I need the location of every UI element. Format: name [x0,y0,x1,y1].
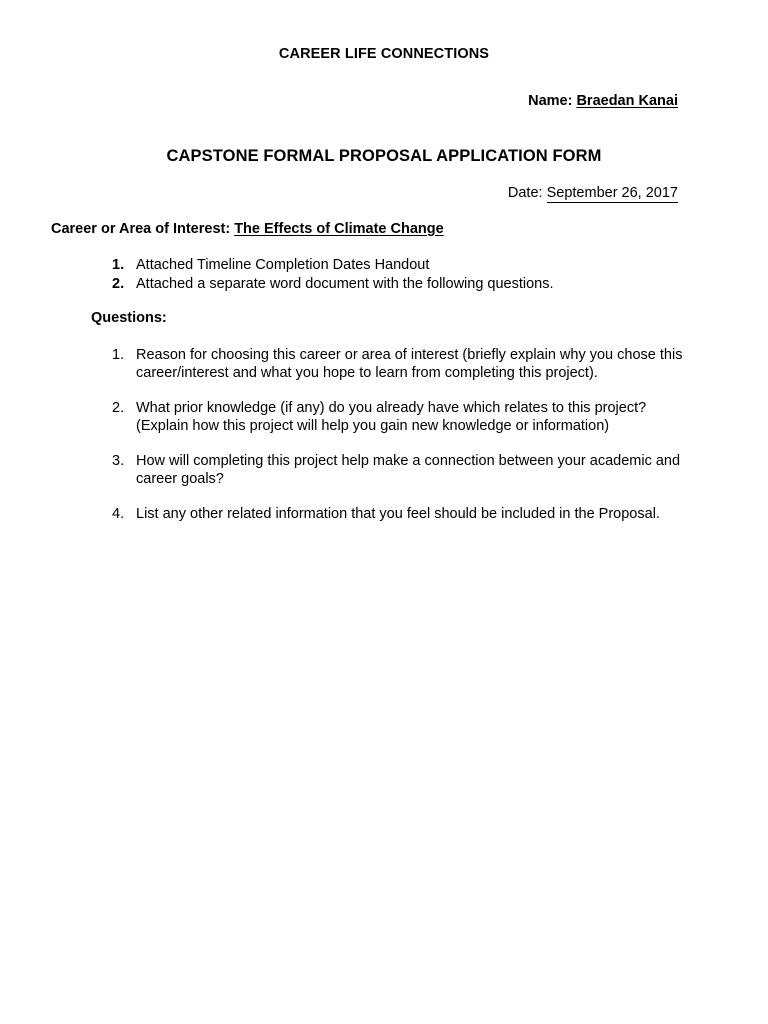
name-value: Braedan Kanai [576,93,678,109]
form-title: CAPSTONE FORMAL PROPOSAL APPLICATION FORM [166,147,602,165]
list-item-number: 2. [112,400,125,416]
questions-list [112,346,692,540]
list-item-text: List any other related information that you feel should be included in the Proposal. [136,506,660,522]
list-item-text: Attached a separate word document with the following questions. [136,276,554,292]
list-item-text: How will completing this project help make a connection between your academic and career goals? [136,453,681,487]
date-value: September 26, 2017 [546,185,678,201]
list-item-number: 2. [112,276,125,292]
list-item-text: What prior knowledge (if any) do you already have which relates to this project? (Explain how this project will help you gain new knowledge or information) [136,400,647,434]
student-name-line [528,93,678,109]
interest-label: Career or Area of Interest: [51,221,231,237]
interest-value: The Effects of Climate Change [234,221,444,237]
list-item-number: 3. [112,453,125,469]
date-label: Date: [507,185,543,201]
list-item [112,256,554,275]
list-item-number: 1. [112,257,125,273]
list-item-text: Reason for choosing this career or area of interest (briefly explain why you chose this career/interest and what you hope to learn from completing this project). [136,347,683,381]
list-item-number: 1. [112,347,125,363]
interest-line [51,221,444,237]
date-line [508,185,678,203]
list-item [112,505,692,523]
questions-heading: Questions: [91,310,167,326]
list-item-text: Attached Timeline Completion Dates Handout [136,257,430,273]
list-item [112,399,692,435]
organization-header: CAREER LIFE CONNECTIONS [278,46,490,62]
list-item [112,452,692,488]
name-label: Name: [528,93,573,109]
attachments-list [112,256,554,294]
list-item [112,346,692,382]
list-item-number: 4. [112,506,125,522]
list-item [112,275,554,294]
